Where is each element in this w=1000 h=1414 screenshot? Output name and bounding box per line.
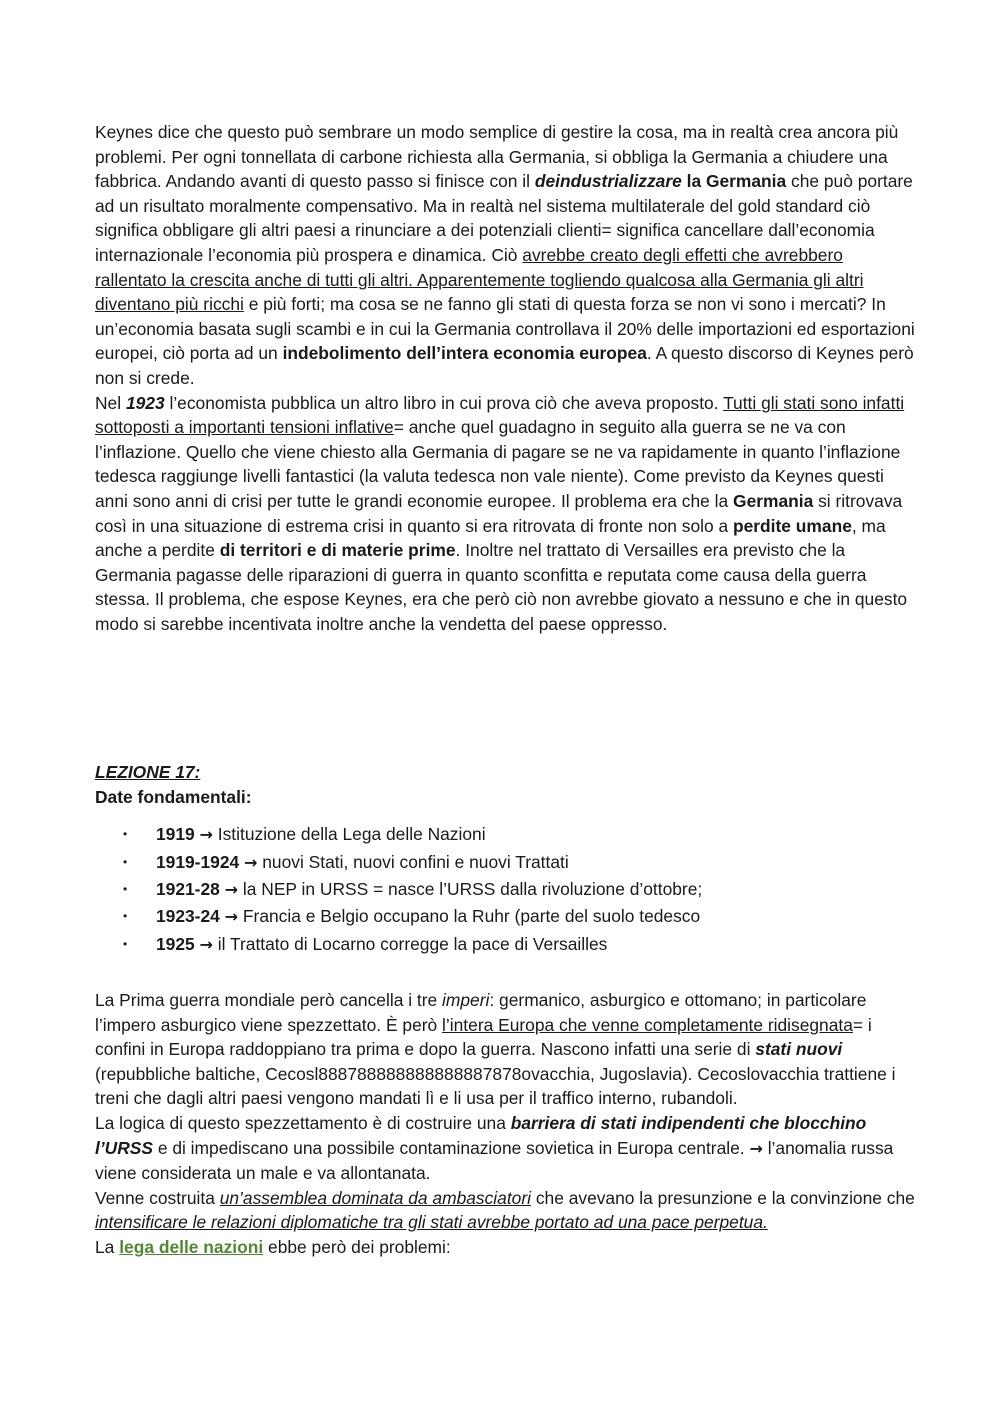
lesson-section (95, 760, 915, 958)
emphasis-germania: la Germania (681, 171, 787, 192)
text-run: Venne costruita (95, 1187, 220, 1208)
text-run: l’economista pubblica un altro libro in cui prova ciò che aveva proposto. (164, 392, 724, 413)
list-item (95, 931, 915, 958)
paragraph-europe (95, 988, 915, 1260)
text-run: La (95, 1236, 120, 1257)
text-run: che può portare ad un risultato moralmente compensativo. Ma in realtà nel sistema multilaterale del gold standard ciò significa obbligare gli altri paesi a rinunciare a dei potenziali clienti= significa cancellare dall’economia internazionale l’economia più prospera e dinamica. Ciò (95, 171, 913, 265)
item-date: 1923-24 (156, 906, 220, 927)
item-date: 1921-28 (156, 879, 220, 899)
paragraph-text (95, 1111, 915, 1186)
arrow-right-icon: → (224, 907, 239, 927)
emphasis-perdite-umane: perdite umane (733, 515, 852, 536)
emphasis-territori: di territori e di materie prime (219, 540, 456, 561)
dates-list (95, 821, 915, 958)
bullet-icon: • (123, 882, 128, 896)
list-item (95, 876, 915, 903)
list-item (95, 821, 915, 848)
list-item (95, 849, 915, 876)
underlined-text: Tutti gli stati sono infatti sottoposti a importanti tensioni inflative (95, 392, 905, 438)
item-text: la NEP in URSS = nasce l’URSS dalla rivoluzione d’ottobre; (238, 879, 703, 899)
item-text: Istituzione della Lega delle Nazioni (212, 824, 486, 845)
item-date: 1919-1924 (156, 851, 240, 872)
emphasis-stati-nuovi: stati nuovi (755, 1039, 843, 1060)
text-run: : germanico, asburgico e ottomano; in particolare l’impero asburgico viene spezzettato. È però (95, 990, 867, 1035)
item-text: Francia e Belgio occupano la Ruhr (parte del suolo tedesco (238, 906, 701, 927)
bullet-icon: • (123, 936, 128, 951)
emphasis-germania: Germania (733, 490, 814, 511)
underlined-text: l’intera Europa che venne completamente ridisegnata (442, 1014, 853, 1035)
text-run: l’anomalia russa viene considerata un male e va allontanata. (95, 1137, 894, 1184)
text-run: = anche quel guadagno in seguito alla guerra se ne va con l’inflazione. Quello che viene chiesto alla Germania di pagare se ne va rapidamente in quanto l’inflazione tedesca raggiunge livelli fantastici (la valuta tedesca non vale niente). Come previsto da Keynes questi anni sono anni di crisi per tutte le grandi economie europee. Il problema era che la (95, 417, 901, 511)
list-item (95, 903, 915, 930)
paragraph-text (95, 988, 915, 1111)
text-run: Nel (95, 392, 126, 413)
emphasis-barriera: barriera di stati indipendenti che blocchino l’URSS (95, 1112, 867, 1158)
arrow-right-icon: → (224, 880, 239, 899)
bullet-icon: • (123, 854, 128, 869)
text-run: , ma anche a perdite (95, 515, 886, 561)
text-run: e più forti; ma cosa se ne fanno gli stati di questa forza se non vi sono i mercati? In un’economia basata sugli scambi e in cui la Germania controllava il 20% delle importazioni ed esportazioni europei, ciò porta ad un (95, 294, 915, 364)
text-run: La logica di questo spezzettamento è di costruire una (95, 1112, 511, 1133)
arrow-right-icon: → (199, 934, 213, 954)
paragraph-text (95, 120, 915, 391)
paragraph-text (95, 1235, 915, 1260)
emphasis-deindustrializzare: deindustrializzare (534, 171, 682, 192)
item-text: il Trattato di Locarno corregge la pace di Versailles (212, 933, 608, 954)
underlined-italic-text: intensificare le relazioni diplomatiche tra gli stati avrebbe portato ad una pace perpetua. (95, 1212, 768, 1233)
arrow-right-icon: → (244, 852, 258, 872)
item-date: 1925 (156, 933, 195, 954)
text-run: ebbe però dei problemi: (263, 1236, 451, 1257)
text-run: Keynes dice che questo può sembrare un modo semplice di gestire la cosa, ma in realtà crea ancora più problemi. Per ogni tonnellata di carbone richiesta alla Germania, si obbliga la Germania a chiudere una fabbrica. Andando avanti di questo passo si finisce con il (95, 122, 899, 192)
text-run: che avevano la presunzione e la convinzione che (531, 1187, 915, 1208)
text-run: . Inoltre nel trattato di Versailles era previsto che la Germania pagasse delle riparazioni di guerra in quanto sconfitta e reputata come causa della guerra stessa. Il problema, che espose Keynes, era che però ciò non avrebbe giovato a nessuno e che in questo modo si sarebbe incentivata inoltre anche la vendetta del paese oppresso. (95, 540, 908, 634)
arrow-right-icon: → (749, 1138, 763, 1158)
bullet-icon: • (123, 909, 128, 924)
text-run: . A questo discorso di Keynes però non si crede. (95, 343, 914, 388)
emphasis-indebolimento: indebolimento dell’intera economia europea (282, 343, 647, 364)
paragraph-text (95, 1186, 915, 1235)
item-date: 1919 (156, 824, 195, 845)
text-run: = i confini in Europa raddoppiano tra prima e dopo la guerra. Nascono infatti una serie di (95, 1014, 872, 1060)
item-text: nuovi Stati, nuovi confini e nuovi Trattati (257, 851, 569, 872)
emphasis-year: 1923 (125, 392, 165, 413)
lesson-title: LEZIONE 17: (95, 762, 201, 782)
text-run: La Prima guerra mondiale però cancella i tre (95, 990, 443, 1010)
underlined-italic-text: un’assemblea dominata da ambasciatori (219, 1187, 531, 1208)
bullet-icon: • (123, 827, 128, 842)
text-run: (repubbliche baltiche, Cecosl888788888888888887878ovacchia, Jugoslavia). Cecoslovacchia trattiene i treni che dagli altri paesi vengono mandati lì e li usa per il traffico interno, rubandoli. (95, 1063, 896, 1109)
lesson-subtitle: Date fondamentali: (95, 786, 252, 807)
arrow-right-icon: → (199, 825, 213, 845)
text-run: e di impediscano una possibile contaminazione sovietica in Europa centrale. (152, 1137, 750, 1158)
paragraph-keynes (95, 120, 915, 636)
emphasis-imperi: imperi (442, 990, 490, 1010)
link-lega-delle-nazioni[interactable]: lega delle nazioni (119, 1236, 264, 1257)
underlined-text: avrebbe creato degli effetti che avrebbero rallentato la crescita anche di tutti gli altri. Apparentemente togliendo qualcosa alla Germania gli altri diventano più ricchi (95, 244, 864, 315)
text-run: si ritrovava così in una situazione di estrema crisi in quanto si era ritrovata di fronte non solo a (95, 490, 903, 536)
paragraph-text (95, 391, 915, 637)
